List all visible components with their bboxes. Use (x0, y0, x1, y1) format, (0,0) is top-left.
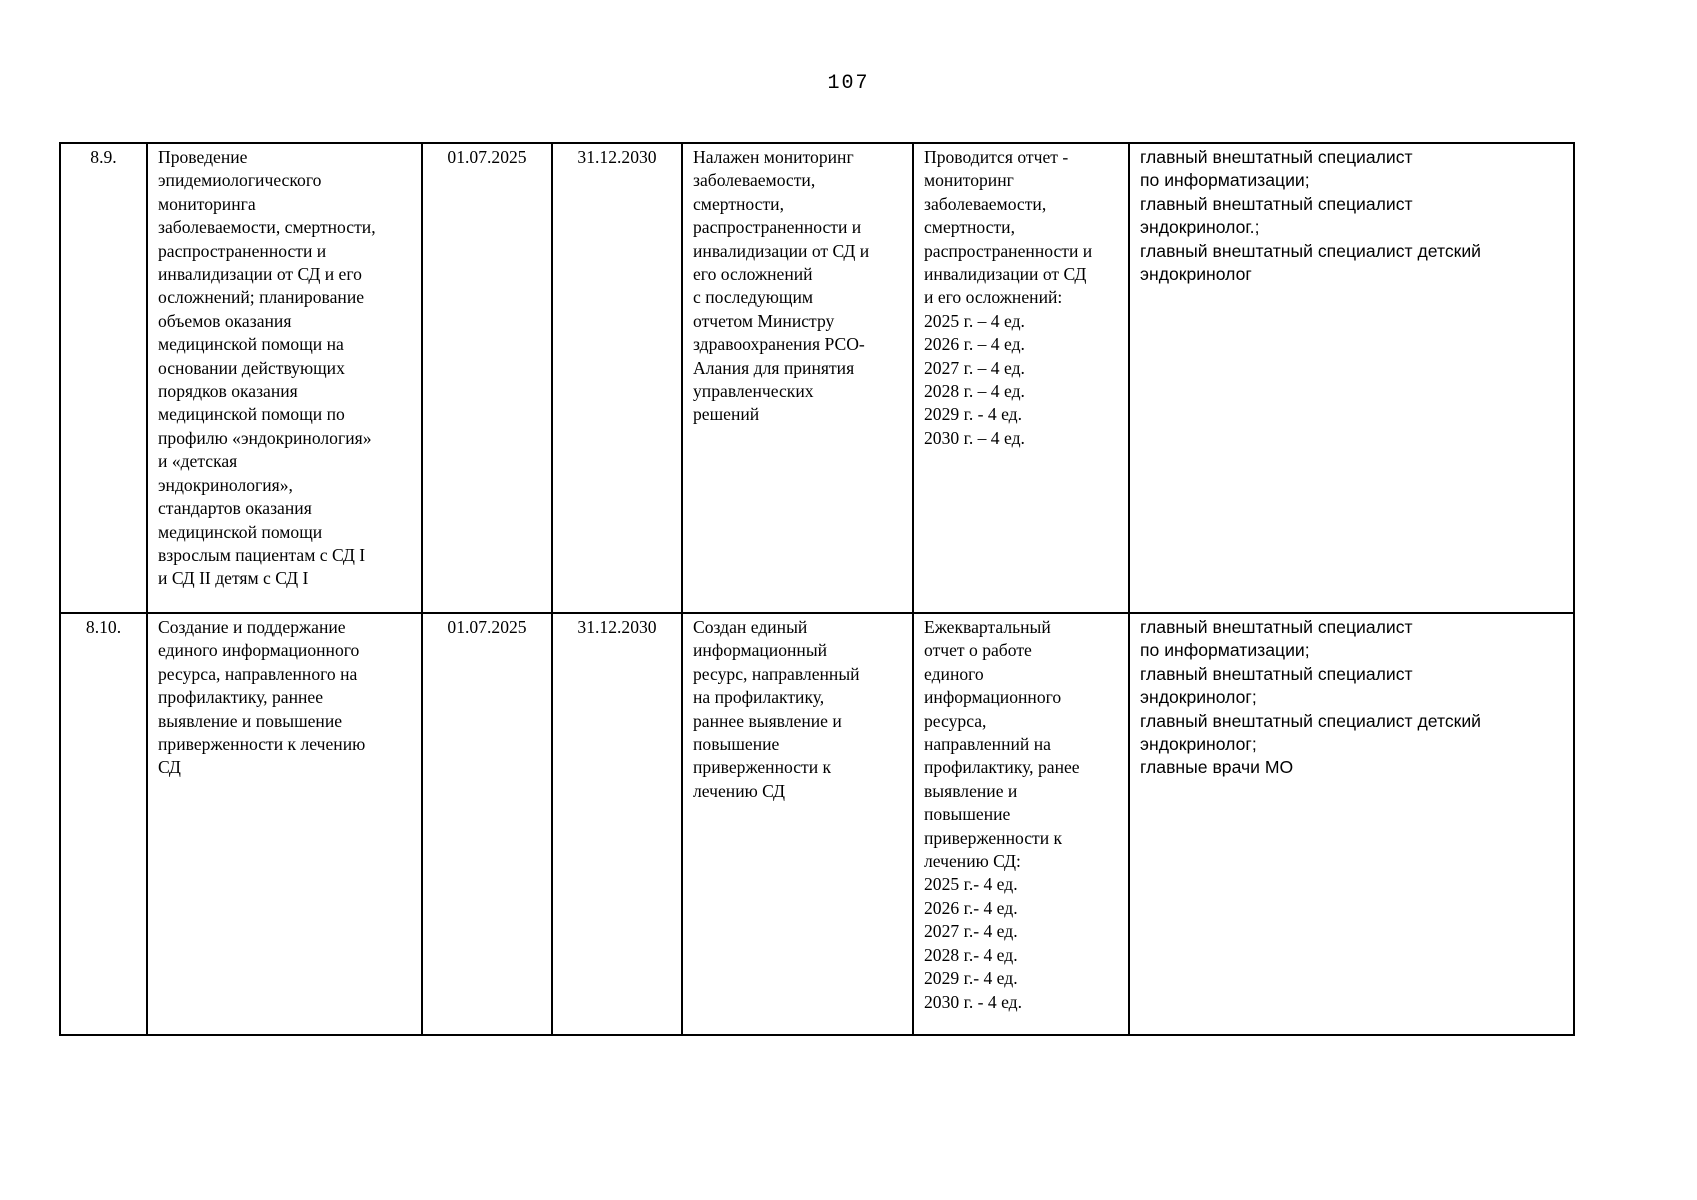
event-description: Проведение эпидемиологического мониторинга заболеваемости, смертности, распространенности и инвалидизации от СД и его осложнений; планирование объемов оказания медицинской помощи на основании действующих порядков оказания медицинской помощи по профилю «эндокринология» и «детская эндокринология», стандартов оказания медицинской помощи взрослым пациентам с СД I и СД II детям с СД I (147, 143, 422, 613)
page-number: 107 (827, 72, 870, 95)
control-indicator: Ежеквартальный отчет о работе единого информационного ресурса, направленний на профилактику, ранее выявление и повышение приверженности к лечению СД: 2025 г.- 4 ед. 2026 г.- 4 ед. 2027 г.- 4 ед. 2028 г.- 4 ед. 2029 г.- 4 ед. 2030 г. - 4 ед. (913, 613, 1129, 1035)
end-date: 31.12.2030 (552, 613, 682, 1035)
responsible-persons: главный внештатный специалист по информатизации; главный внештатный специалист эндокринолог.; главный внештатный специалист детский эндокринолог (1129, 143, 1574, 613)
expected-result: Налажен мониторинг заболеваемости, смертности, распространенности и инвалидизации от СД и его осложнений с последующим отчетом Министру здравоохранения РСО- Алания для принятия управленческих решений (682, 143, 913, 613)
control-indicator: Проводится отчет - мониторинг заболеваемости, смертности, распространенности и инвалидизации от СД и его осложнений: 2025 г. – 4 ед. 2026 г. – 4 ед. 2027 г. – 4 ед. 2028 г. – 4 ед. 2029 г. - 4 ед. 2030 г. – 4 ед. (913, 143, 1129, 613)
event-description: Создание и поддержание единого информационного ресурса, направленного на профилактику, раннее выявление и повышение приверженности к лечению СД (147, 613, 422, 1035)
start-date: 01.07.2025 (422, 613, 552, 1035)
responsible-persons: главный внештатный специалист по информатизации; главный внештатный специалист эндокринолог; главный внештатный специалист детский эндокринолог; главные врачи МО (1129, 613, 1574, 1035)
end-date: 31.12.2030 (552, 143, 682, 613)
start-date: 01.07.2025 (422, 143, 552, 613)
expected-result: Создан единый информационный ресурс, направленный на профилактику, раннее выявление и повышение приверженности к лечению СД (682, 613, 913, 1035)
table-row (60, 613, 1574, 1035)
item-number: 8.10. (60, 613, 147, 1035)
measures-table (59, 142, 1575, 1036)
table-row (60, 143, 1574, 613)
item-number: 8.9. (60, 143, 147, 613)
